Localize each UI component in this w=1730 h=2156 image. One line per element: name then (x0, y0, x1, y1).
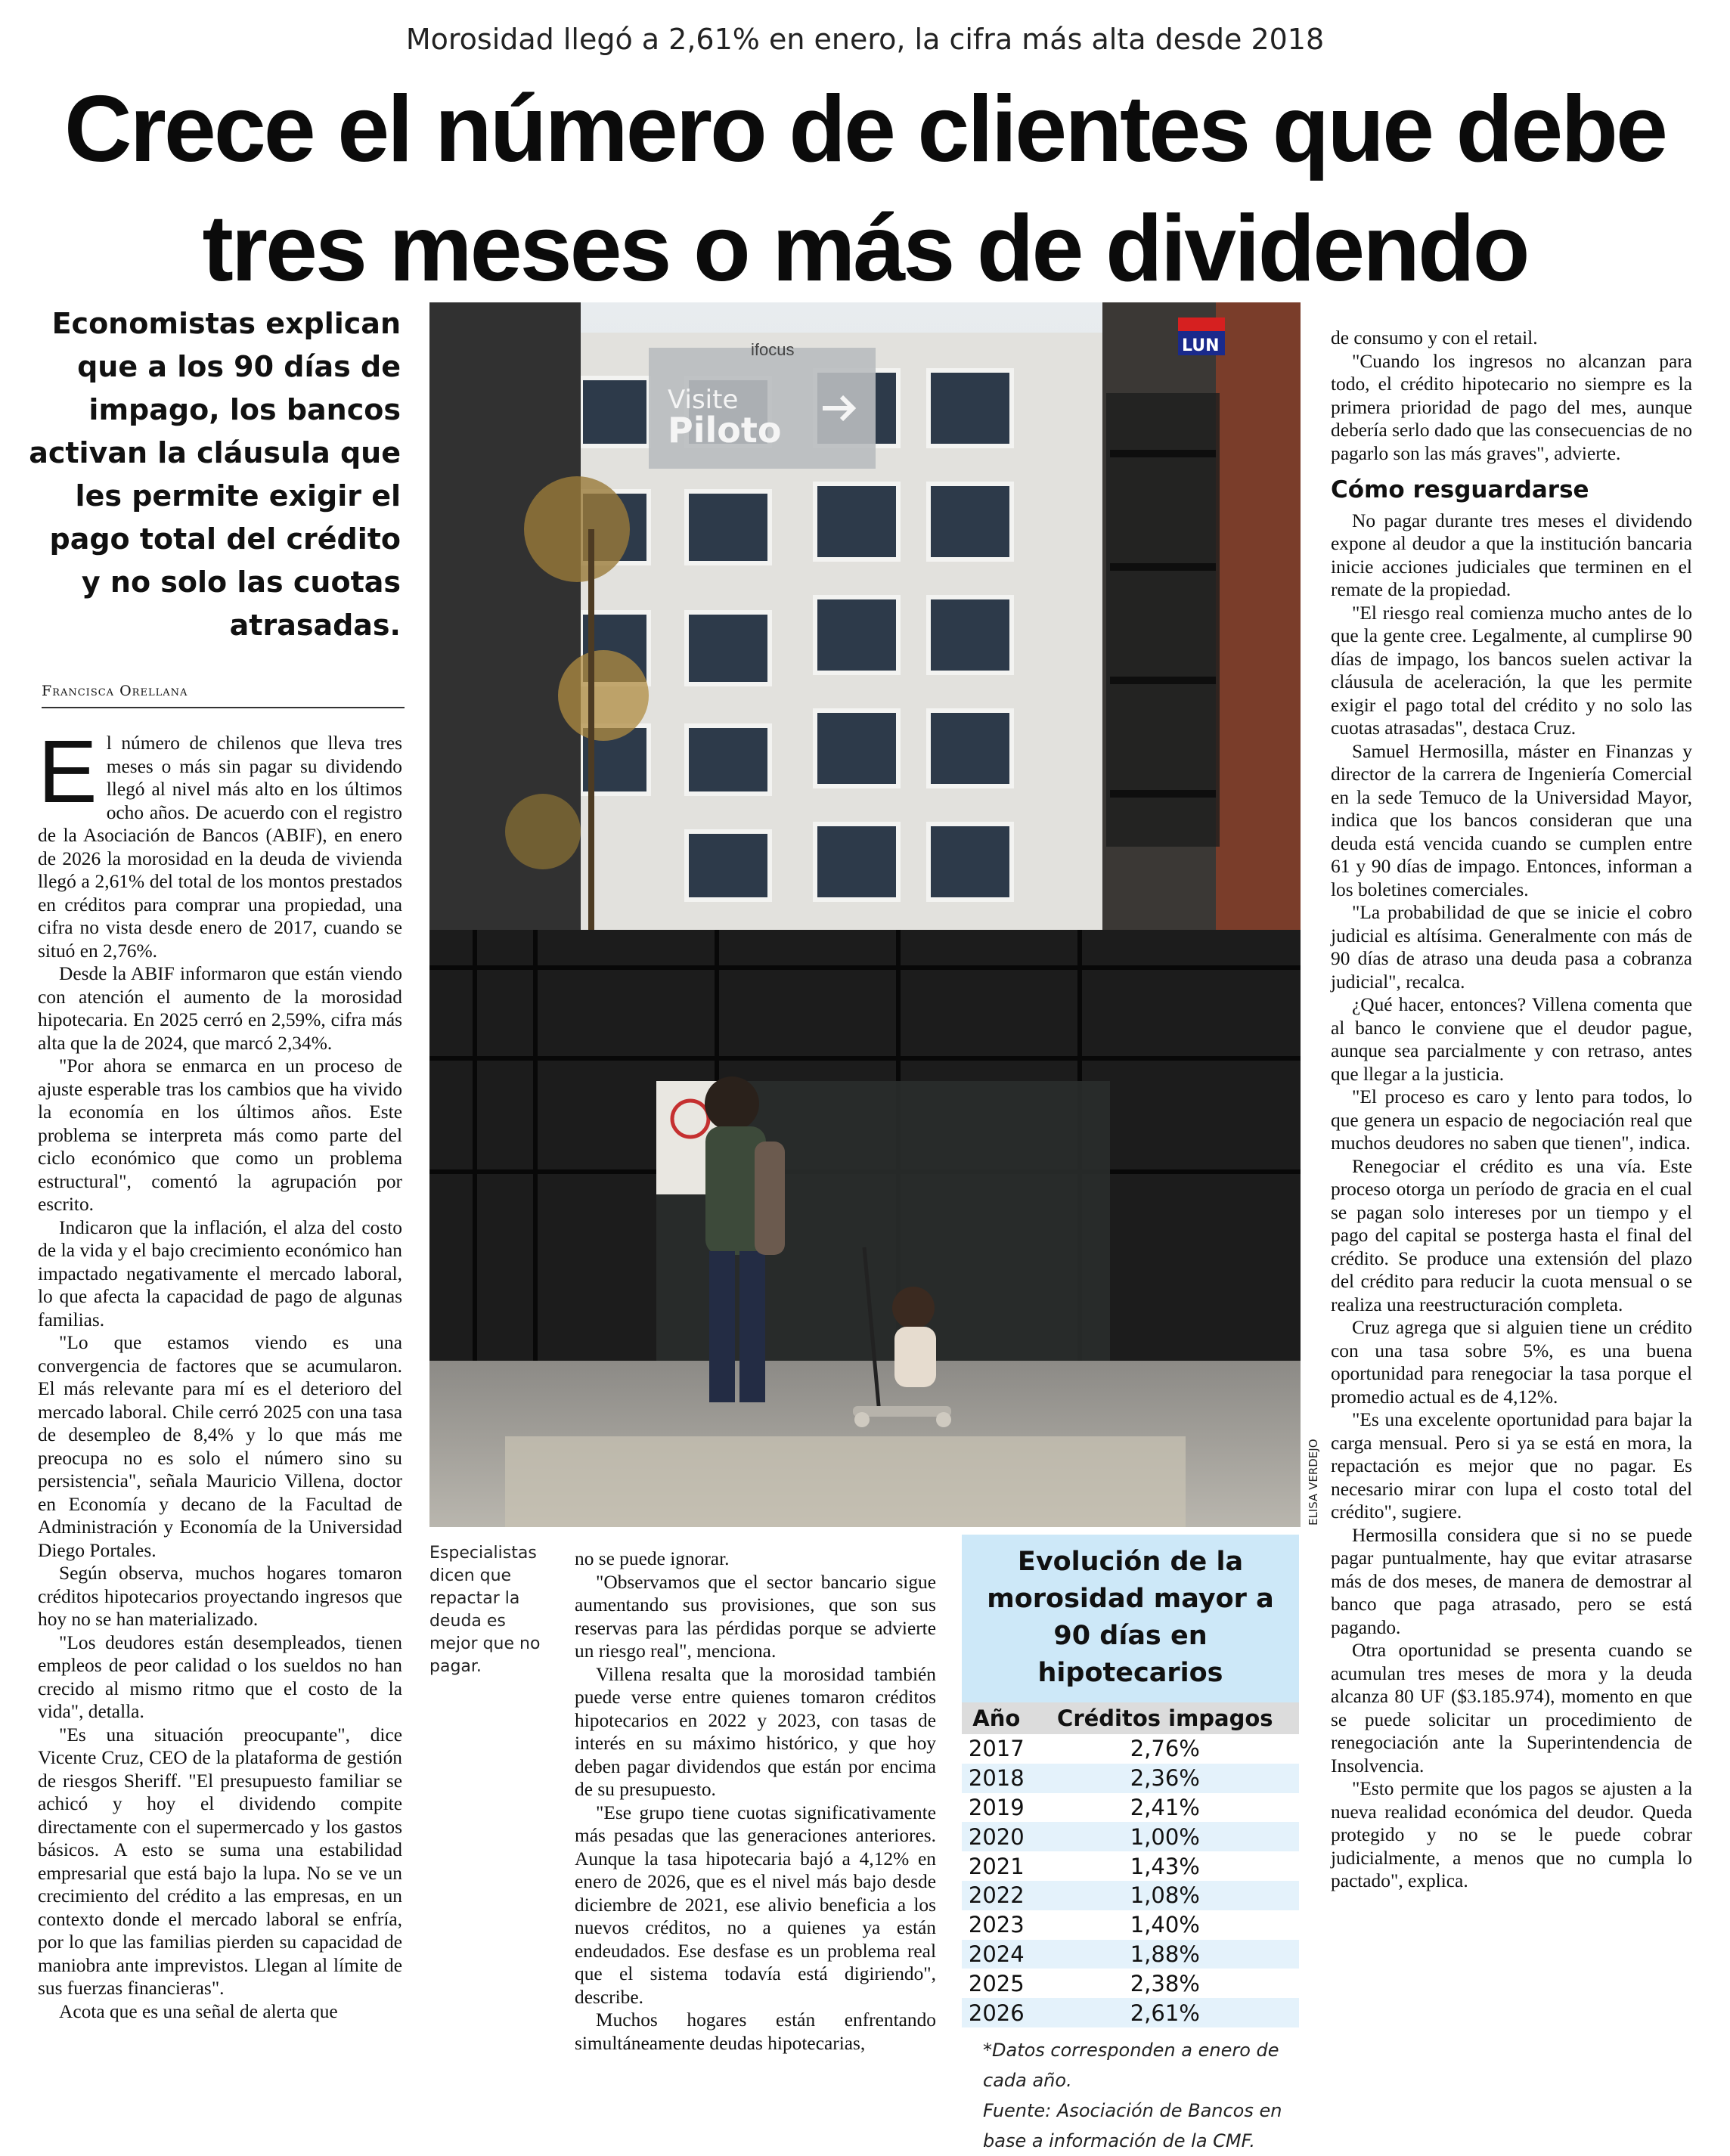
cell-value: 2,38% (1130, 1970, 1200, 1996)
headline-line-1: Crece el número de clientes que debe (64, 77, 1666, 181)
cell-year: 2024 (962, 1940, 1031, 1969)
drop-cap: E (38, 722, 98, 822)
paragraph: "Esto permite que los pagos se ajusten a la nueva realidad económica del deudor. Queda protegido y no se le puede cobrar judicialmente, a menos que no cumpla lo pactado", explica. (1331, 1778, 1692, 1891)
photo-caption: Especialistas dicen que repactar la deuda es mejor que no pagar. (429, 1544, 541, 1676)
deck: Economistas explican que a los 90 días de impago, los bancos activan la cláusula que les permite exigir el pago total del crédito y no solo las cuotas atrasadas. (29, 307, 401, 642)
table-row (962, 1822, 1299, 1851)
paragraph: "Ese grupo tiene cuotas significativamente más pesadas que las generaciones anteriores. Aunque la tasa hipotecaria bajó a 4,12% en enero de 2026, que es el nivel más bajo desde diciembre de 2021, ese alivio beneficia a los nuevos créditos, no a quienes ya están endeudados. Ese desfase es un problema real que el sistema todavía está digiriendo", describe. (575, 1801, 936, 2008)
cell-value: 1,88% (1031, 1940, 1299, 1969)
table-row (962, 1998, 1299, 2027)
paragraph: Según observa, muchos hogares tomaron créditos hipotecarios proyectando ingresos que hoy no se han materializado. (38, 1563, 402, 1630)
cell-value: 2,61% (1031, 1998, 1299, 2027)
delinquency-table (962, 1702, 1299, 2027)
paragraph: ¿Qué hacer, entonces? Villena comenta que al banco le conviene que el deudor pague, aunque sea parcialmente y con retraso, antes que llegar a la justicia. (1331, 994, 1692, 1085)
headline (30, 70, 1700, 308)
paragraph: no se puede ignorar. (575, 1548, 730, 1569)
paragraph: Desde la ABIF informaron que están viendo con atención el aumento de la morosidad hipotecaria. En 2025 cerró en 2,59%, cifra más alta que la de 2024, que marcó 2,34%. (38, 963, 402, 1054)
cell-year: 2017 (968, 1736, 1025, 1762)
paragraph: "La probabilidad de que se inicie el cobro judicial es altísima. Generalmente con más de 90 días de atraso una deuda pasa a cobranza judicial", recalca. (1331, 902, 1692, 993)
cell-year: 2020 (962, 1822, 1031, 1851)
paragraph: "Es una situación preocupante", dice Vicente Cruz, CEO de la plataforma de gestión de riesgos Sheriff. "El presupuesto familiar se achicó y hoy el dividendo compite directamente con el supermercado y los gastos básicos. A esto se suma una estabilidad empresarial que está bajo la lupa. No se ve un crecimiento del crédito a las empresas, en un contexto donde el mercado laboral se enfría, por lo que las familias pierden su capacidad de maniobra ante imprevistos. Llegan al límite de sus fuerzas financieras". (38, 1724, 402, 1999)
body-column-1 (38, 722, 402, 2023)
paragraph: "El riesgo real comienza mucho antes de lo que la gente cree. Legalmente, al cumplirse 90 días de impago, los bancos suelen activar la cláusula de aceleración, la que les permite exigir el pago total del crédito y no solo las cuotas atrasadas", destaca Cruz. (1331, 602, 1692, 739)
cell-value: 1,43% (1130, 1853, 1200, 1879)
cell-year: 2018 (962, 1764, 1031, 1793)
kicker: Morosidad llegó a 2,61% en enero, la cifra más alta desde 2018 (405, 23, 1325, 56)
table-row (962, 1793, 1299, 1823)
sign-ifocus: ifocus (751, 340, 795, 359)
column-header-year: Año (962, 1702, 1031, 1734)
paragraph: Muchos hogares están enfrentando simultáneamente deudas hipotecarias, (575, 2009, 936, 2054)
paragraph: Indicaron que la inflación, el alza del costo de la vida y el bajo crecimiento económico han impactado negativamente el mercado laboral, lo que afecta la capacidad de pago de algunas familias. (38, 1216, 402, 1330)
cell-year: 2019 (968, 1794, 1025, 1820)
data-table-box (962, 1535, 1299, 2151)
paragraph: "Es una excelente oportunidad para bajar la carga mensual. Pero si ya se está en mora, la repactación es mejor que no pagar. Es necesario mirar con lupa el costo total del crédito", sugiere. (1331, 1409, 1692, 1523)
paragraph: "El proceso es caro y lento para todos, lo que genera un espacio de negociación real que muchos deudores no saben que tienen", indica. (1331, 1086, 1692, 1154)
table-row (962, 1764, 1299, 1793)
table-row (962, 1881, 1299, 1910)
paragraph: "Los deudores están desempleados, tienen empleos de peor calidad o los sueldos no han crecido al mismo ritmo que el costo de la vida", detalla. (38, 1631, 402, 1722)
paragraph: "Cuando los ingresos no alcanzan para todo, el crédito hipotecario no siempre es la primera prioridad de pago del mes, aunque debería serlo dado que las consecuencias de no pagarlo son las más graves", advierte. (1331, 350, 1692, 464)
paragraph: Hermosilla considera que si no se puede pagar puntualmente, hay que evitar atrasarse más de dos meses, de manera de demostrar al banco que paga atrasado, pero se está pagando. (1331, 1524, 1692, 1638)
body-column-3 (1331, 327, 1692, 1893)
paragraph: No pagar durante tres meses el dividendo expone al deudor a que la institución bancaria inicie acciones judiciales que terminen en el remate de la propiedad. (1331, 510, 1692, 600)
cell-year: 2026 (962, 1998, 1031, 2027)
cell-value: 2,76% (1130, 1736, 1200, 1762)
cell-value: 2,36% (1031, 1764, 1299, 1793)
paragraph: Otra oportunidad se presenta cuando se acumulan tres meses de mora y la deuda alcanza 80 UF ($3.185.974), momento en que se puede solicitar un procedimiento de renegociación ante la Superintendencia de Insolvencia. (1331, 1640, 1692, 1777)
table-note (983, 2035, 1299, 2156)
sign-piloto: Piloto (668, 410, 782, 451)
paragraph: Samuel Hermosilla, máster en Finanzas y director de la carrera de Ingeniería Comercial en la sede Temuco de la Universidad Mayor, indica que los bancos consideran que una deuda está vencida cuando se cumplen entre 61 y 90 días de impago. Entonces, informan a los boletines comerciales. (1331, 740, 1692, 900)
lead-paragraph: El número de chilenos que lleva tres meses o más sin pagar su dividendo llegó al nivel más alto en los últimos ocho años. De acuerdo con el registro de la Asociación de Bancos (ABIF), en enero de 2026 la morosidad en la deuda de vivienda llegó a 2,61% del total de los montos prestados en créditos para comprar una propiedad, una cifra no vista desde enero de 2017, cuando se situó en 2,76%. (38, 722, 402, 962)
table-title: Evolución de la morosidad mayor a 90 días en hipotecarios (962, 1535, 1299, 1702)
subhead: Cómo resguardarse (1331, 476, 1589, 503)
byline: Francisca Orellana (42, 683, 405, 708)
paragraph: "Observamos que el sector bancario sigue aumentando sus provisiones, que son sus reservas para las pérdidas porque se advierte un riesgo real", menciona. (575, 1571, 936, 1662)
table-row (962, 1969, 1299, 1998)
photo-credit: ELISA VERDEJO (1307, 1439, 1320, 1526)
paragraph: "Lo que estamos viendo es una convergencia de factores que se acumularon. El más relevante para mí es el deterioro del mercado laboral. Chile cerró 2025 con una tasa de desempleo de 8,4% y lo que más me preocupa no es solo el número sino su persistencia", señala Mauricio Villena, doctor en Economía y decano de la Facultad de Administración y Economía de la Universidad Diego Portales. (38, 1332, 402, 1561)
body-column-2 (575, 1547, 936, 2055)
paragraph: Cruz agrega que si alguien tiene un crédito con una tasa sobre 5%, es una buena oportunidad para renegociar la tasa porque el promedio actual es de 4,12%. (1331, 1317, 1692, 1408)
table-note-dates: *Datos corresponden a enero de cada año. (983, 2039, 1279, 2091)
table-row (962, 1734, 1299, 1764)
cell-value: 1,40% (1130, 1912, 1200, 1938)
paragraph: Villena resalta que la morosidad también puede verse entre quienes tomaron créditos hipotecarios en 2022 y 2023, con tasas de interés en su máximo histórico, y que hoy deben pagar dividendos que están por encima de su presupuesto. (575, 1663, 936, 1800)
table-row (962, 1910, 1299, 1940)
table-row (962, 1851, 1299, 1881)
article-photo (429, 302, 1301, 1527)
paragraph: Acota que es una señal de alerta que (59, 2000, 338, 2022)
lun-logo: LUN (1182, 336, 1220, 355)
sign-visite: Visite (668, 385, 739, 415)
paragraph: Renegociar el crédito es una vía. Este proceso otorga un período de gracia en el cual se pagan solo intereses por un tiempo y el pago del capital se posterga hasta el final del crédito. Se produce una extensión del plazo del crédito para reducir la cuota mensual o se realiza una reestructuración completa. (1331, 1155, 1692, 1315)
cell-year: 2025 (968, 1970, 1025, 1996)
cell-value: 1,00% (1031, 1822, 1299, 1851)
cell-value: 2,41% (1130, 1794, 1200, 1820)
column-header-value: Créditos impagos (1031, 1702, 1299, 1734)
cell-year: 2023 (968, 1912, 1025, 1938)
table-row (962, 1940, 1299, 1969)
headline-line-2: tres meses o más de dividendo (202, 197, 1528, 301)
cell-value: 1,08% (1031, 1881, 1299, 1910)
paragraph: "Por ahora se enmarca en un proceso de ajuste esperable tras los cambios que ha vivido la economía en los últimos años. Este problema se interpreta más como parte del ciclo económico que como un problema estructural", comentó la agrupación por escrito. (38, 1055, 402, 1215)
cell-year: 2022 (962, 1881, 1031, 1910)
cell-year: 2021 (968, 1853, 1025, 1879)
table-note-source: Fuente: Asociación de Bancos en base a información de la CMF. (983, 2099, 1282, 2151)
paragraph: de consumo y con el retail. (1331, 327, 1538, 348)
